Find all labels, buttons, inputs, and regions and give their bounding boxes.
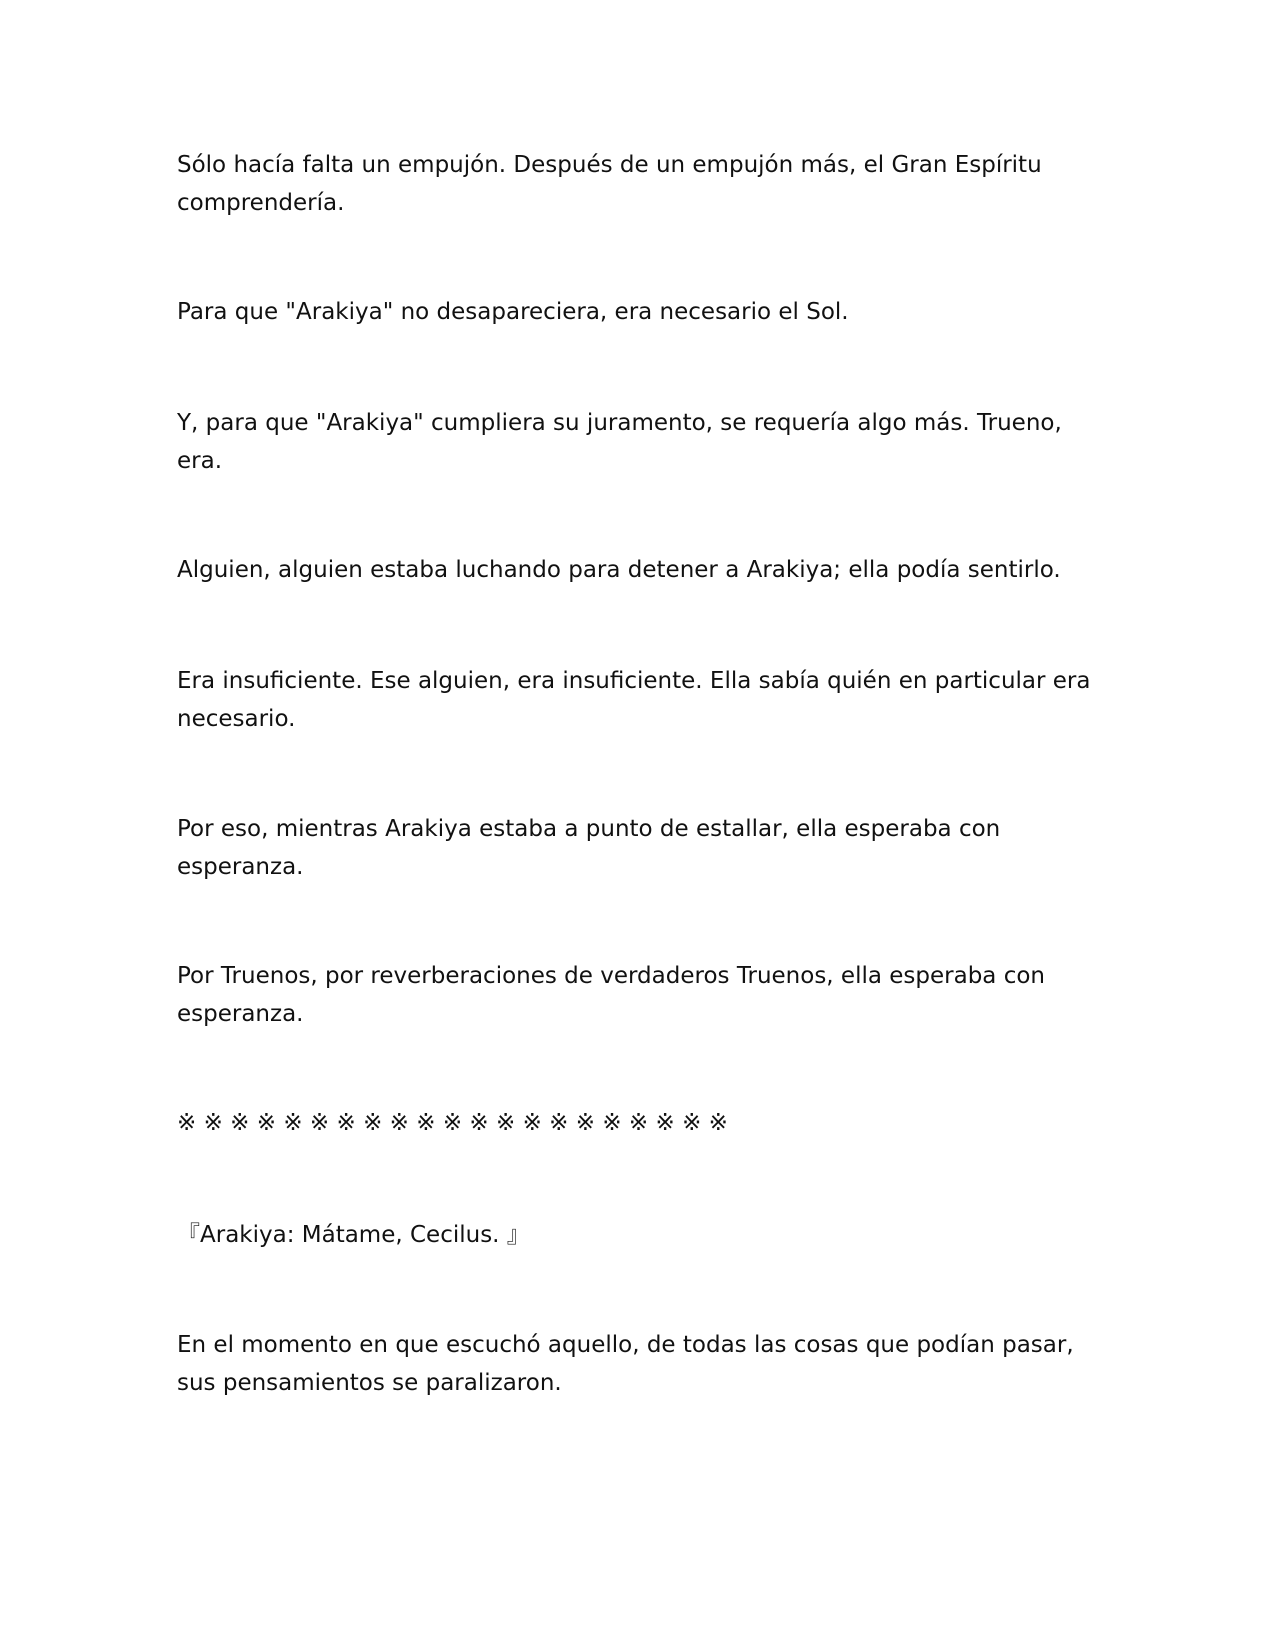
paragraph-6: Por eso, mientras Arakiya estaba a punto de estallar, ella esperaba con esperanza. — [177, 816, 1001, 880]
paragraph-7: Por Truenos, por reverberaciones de verdaderos Truenos, ella esperaba con esperanza. — [177, 963, 1045, 1027]
paragraph-2: Para que "Arakiya" no desapareciera, era necesario el Sol. — [177, 299, 849, 325]
paragraph-3: Y, para que "Arakiya" cumpliera su juramento, se requería algo más. Trueno, era. — [177, 410, 1062, 474]
scene-separator: ※ ※ ※ ※ ※ ※ ※ ※ ※ ※ ※ ※ ※ ※ ※ ※ ※ ※ ※ ※ ※ — [177, 1110, 728, 1136]
dialogue-line: 『Arakiya: Mátame, Cecilus. 』 — [177, 1222, 530, 1248]
paragraph-8: En el momento en que escuchó aquello, de todas las cosas que podían pasar, sus pensamientos se paralizaron. — [177, 1332, 1074, 1396]
paragraph-5: Era insuficiente. Ese alguien, era insuficiente. Ella sabía quién en particular era necesario. — [177, 668, 1091, 732]
paragraph-1: Sólo hacía falta un empujón. Después de un empujón más, el Gran Espíritu comprendería. — [177, 152, 1042, 216]
paragraph-4: Alguien, alguien estaba luchando para detener a Arakiya; ella podía sentirlo. — [177, 557, 1061, 583]
